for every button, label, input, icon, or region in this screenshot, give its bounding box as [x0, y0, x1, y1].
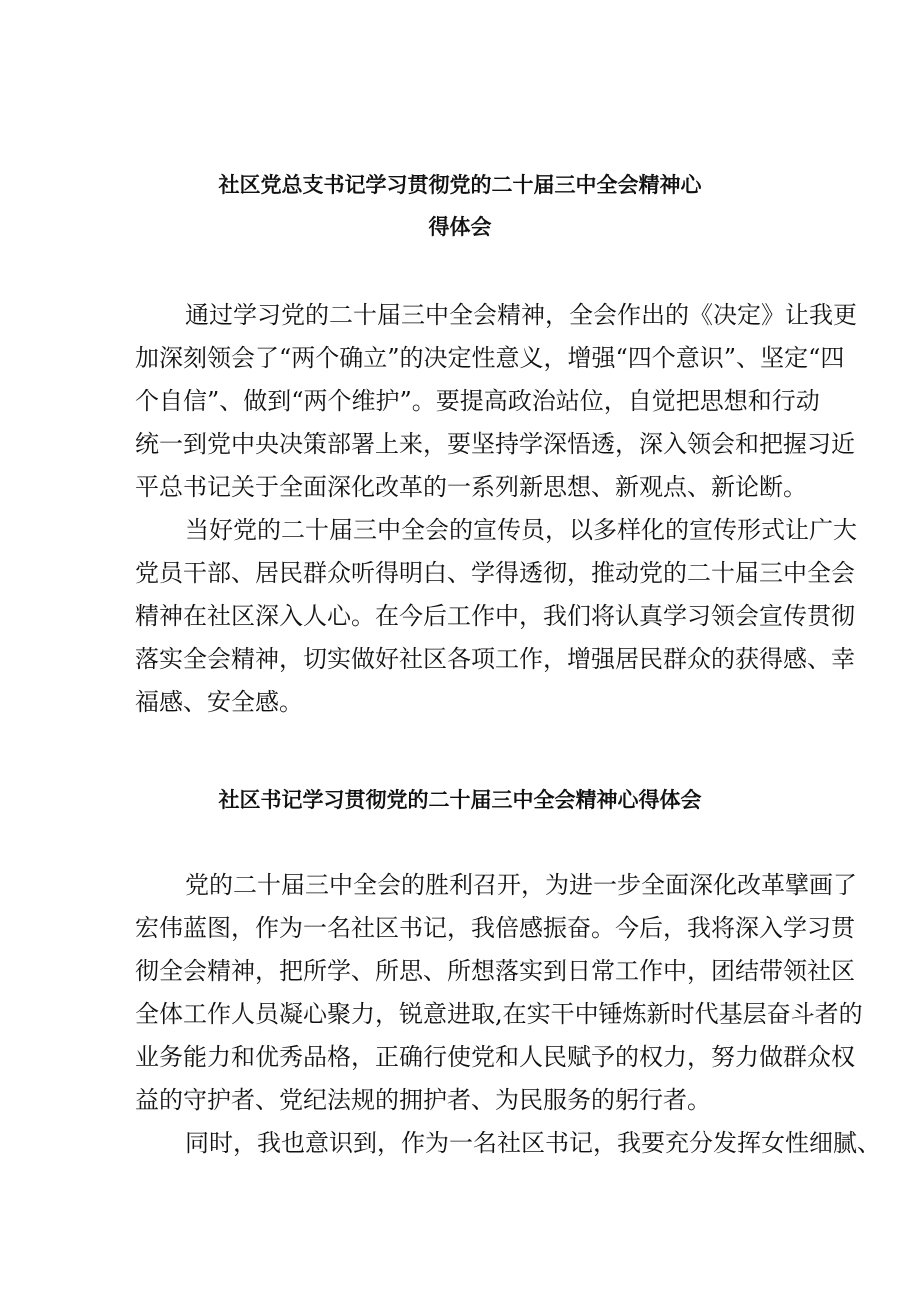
- text-line: 当好党的二十届三中全会的宣传员，以多样化的宣传形式让广大: [185, 516, 857, 544]
- doc2-title: 社区书记学习贯彻党的二十届三中全会精神心得体会: [218, 787, 702, 812]
- text-line: 加深刻领会了“两个确立”的决定性意义，增强“四个意识”、坚定“四: [135, 344, 845, 372]
- text-line: 统一到党中央决策部署上来，要坚持学深悟透，深入领会和把握习近: [135, 430, 855, 458]
- doc1-title-line1: 社区党总支书记学习贯彻党的二十届三中全会精神心: [218, 172, 702, 197]
- text-line: 党的二十届三中全会的胜利召开，为进一步全面深化改革擘画了: [185, 871, 857, 899]
- text-line: 福感、安全感。: [135, 688, 303, 716]
- text-line: 益的守护者、党纪法规的拥护者、为民服务的躬行者。: [135, 1086, 711, 1114]
- text-line: 党员干部、居民群众听得明白、学得透彻，推动党的二十届三中全会: [135, 559, 855, 587]
- text-line: 业务能力和优秀品格，正确行使党和人民赋予的权力，努力做群众权: [135, 1043, 855, 1071]
- text-line: 平总书记关于全面深化改革的一系列新思想、新观点、新论断。: [135, 473, 807, 501]
- text-line: 精神在社区深入人心。在今后工作中，我们将认真学习领会宣传贯彻: [135, 602, 855, 630]
- doc1-title-line2: 得体会: [428, 214, 492, 239]
- text-line: 同时，我也意识到，作为一名社区书记，我要充分发挥女性细腻、: [185, 1129, 881, 1157]
- text-line: 彻全会精神，把所学、所思、所想落实到日常工作中，团结带领社区: [135, 957, 855, 985]
- text-line: 通过学习党的二十届三中全会精神，全会作出的《决定》让我更: [185, 301, 857, 329]
- text-line: 落实全会精神，切实做好社区各项工作，增强居民群众的获得感、幸: [135, 645, 855, 673]
- text-line: 宏伟蓝图，作为一名社区书记，我倍感振奋。今后，我将深入学习贯: [135, 914, 855, 942]
- text-line: 个自信”、做到“两个维护”。要提高政治站位，自觉把思想和行动: [135, 387, 820, 415]
- text-line: 全体工作人员凝心聚力，锐意进取,在实干中锤炼新时代基层奋斗者的: [135, 1000, 863, 1028]
